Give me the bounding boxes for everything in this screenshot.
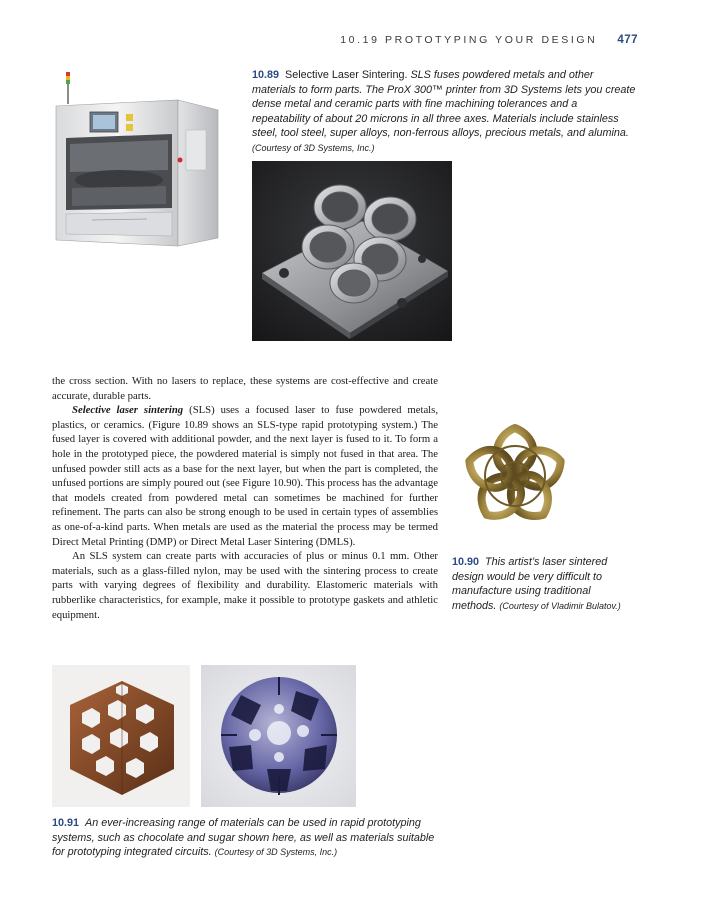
caption-text: This artist’s laser sintered design would be very difficult to manufacture using traditional methods. bbox=[452, 556, 608, 612]
figure-number: 10.90 bbox=[452, 556, 480, 568]
caption-credit: (Courtesy of 3D Systems, Inc.) bbox=[252, 142, 375, 153]
paragraph-sls-text: (SLS) uses a focused laser to fuse powdered metals, plastics, or ceramics. (Figure 10.89 shows an SLS-type rapid prototyping system.) The fused layer is covered with additional powder, and the next layer is fused to it. To form a hole in the prototyped piece, the powdered material is simply not fused in that area. The unfused powder still acts as a base for the next layer, but when the part is completed, the unfused portions are simply poured out (see Figure 10.90). This process has the advantage that models created from powdered metal can sometimes be machined for further refinement. The parts can also be strong enough to be used in certain types of assemblies as one-of-a-kind parts. When metals are used as the material the process may be termed Direct Metal Printing (DMP) or Direct Metal Laser Sintering (DMLS). bbox=[52, 404, 438, 548]
paragraph-sls bbox=[52, 403, 438, 549]
sls-printer-photo bbox=[52, 70, 224, 250]
page-number: 477 bbox=[617, 34, 638, 46]
laser-sintered-sculpture-photo bbox=[452, 414, 578, 538]
section-title: 10.19 PROTOTYPING YOUR DESIGN bbox=[340, 34, 598, 46]
caption-lead: Selective Laser Sintering. bbox=[285, 69, 408, 81]
sugar-sculpture-photo bbox=[201, 665, 356, 807]
caption-credit: (Courtesy of 3D Systems, Inc.) bbox=[214, 847, 338, 857]
caption-credit: (Courtesy of Vladimir Bulatov.) bbox=[499, 600, 621, 611]
figure-10-91-caption bbox=[52, 816, 440, 860]
body-text bbox=[52, 374, 438, 622]
figure-number: 10.89 bbox=[252, 69, 280, 81]
running-head bbox=[300, 34, 638, 46]
figure-10-90-caption bbox=[452, 555, 622, 613]
paragraph-continuation: the cross section. With no lasers to replace, these systems are cost-effective and create accurate, durable parts. bbox=[52, 375, 438, 402]
key-term: Selective laser sintering bbox=[72, 404, 184, 417]
paragraph-accuracy: An SLS system can create parts with accuracies of plus or minus 0.1 mm. Other materials, such as a glass-filled nylon, may be used with the sintering process to create parts with varying degrees of flexibility and durability. Elastomeric materials with rubberlike characteristics, for example, make it possible to prototype gaskets and athletic equipment. bbox=[52, 550, 438, 621]
caption-text: SLS fuses powdered metals and other materials to form parts. The ProX 300™ printer from 3D Systems lets you create dense metal and ceramic parts with fine machining tolerances and a repeatability of about 20 microns in all three axes. Materials include stainless steel, tool steel, super alloys, non-ferrous alloys, precious metals, and alumina. bbox=[252, 69, 636, 139]
sintered-metal-rings-photo bbox=[252, 161, 452, 341]
chocolate-lattice-photo bbox=[52, 665, 190, 807]
figure-number: 10.91 bbox=[52, 817, 80, 829]
figure-10-89-caption bbox=[252, 68, 638, 155]
caption-text: An ever-increasing range of materials can be used in rapid prototyping systems, such as chocolate and sugar shown here, as well as materials suitable for prototyping integrated circuits. bbox=[52, 817, 435, 858]
